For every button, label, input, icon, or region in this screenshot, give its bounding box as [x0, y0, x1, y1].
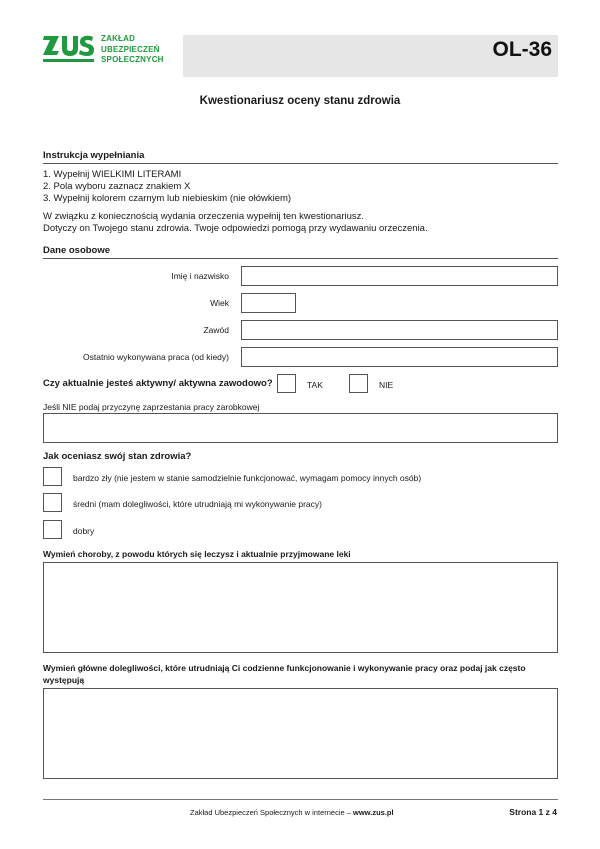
employment-yes-label: TAK	[307, 380, 323, 390]
footer-text	[190, 808, 394, 817]
reason-label: Jeśli NIE podaj przyczynę zaprzestania pracy zarobkowej	[43, 402, 260, 412]
employment-question: Czy aktualnie jesteś aktywny/ aktywna zawodowo?	[43, 378, 273, 389]
health-option-medium-checkbox[interactable]	[43, 493, 62, 512]
diseases-question: Wymień choroby, z powodu których się leczysz i aktualnie przyjmowane leki	[43, 549, 351, 559]
complaints-question-line: Wymień główne dolegliwości, które utrudniają Ci codzienne funkcjonowanie i wykonywanie pracy oraz podaj jak często	[43, 663, 526, 673]
reason-field[interactable]	[43, 413, 558, 443]
name-label: Imię i nazwisko	[171, 271, 229, 281]
logo-line: ZAKŁAD	[101, 34, 136, 43]
name-field[interactable]	[241, 266, 558, 286]
health-option-good-label: dobry	[73, 526, 95, 536]
instruction-note: Dotyczy on Twojego stanu zdrowia. Twoje odpowiedzi pomogą przy wydawaniu orzeczenia.	[43, 223, 428, 234]
logo-line: SPOŁECZNYCH	[101, 55, 164, 64]
logo-line: UBEZPIECZEŃ	[101, 44, 160, 54]
page-title: Kwestionariusz oceny stanu zdrowia	[199, 95, 401, 107]
profession-label: Zawód	[203, 325, 229, 335]
footer-url[interactable]: www.zus.pl	[353, 808, 394, 817]
health-option-good-checkbox[interactable]	[43, 520, 62, 539]
age-label: Wiek	[210, 298, 229, 308]
instruction-item: 2. Pola wyboru zaznacz znakiem X	[43, 181, 191, 192]
health-option-bad-label: bardzo zły (nie jestem w stanie samodzielnie funkcjonować, wymagam pomocy innych osób)	[73, 473, 422, 483]
complaints-question-line: występują	[43, 675, 85, 685]
health-option-medium-label: średni (mam dolegliwości, które utrudniają mi wykonywanie pracy)	[73, 499, 322, 509]
age-field[interactable]	[241, 293, 296, 313]
complaints-field[interactable]	[43, 688, 558, 779]
instruction-item: 1. Wypełnij WIELKIMI LITERAMI	[43, 169, 182, 180]
form-code: OL-36	[492, 38, 552, 61]
last-job-field[interactable]	[241, 347, 558, 367]
instruction-note: W związku z koniecznością wydania orzeczenia wypełnij ten kwestionariusz.	[43, 211, 365, 222]
instruction-item: 3. Wypełnij kolorem czarnym lub niebieskim (nie ołówkiem)	[43, 193, 292, 204]
page-number: Strona 1 z 4	[509, 807, 557, 817]
health-question: Jak oceniasz swój stan zdrowia?	[43, 451, 192, 462]
diseases-field[interactable]	[43, 562, 558, 653]
health-option-bad-checkbox[interactable]	[43, 467, 62, 486]
zus-logo	[43, 33, 178, 67]
footer-divider	[43, 799, 558, 800]
zus-logo-mark	[43, 33, 95, 65]
personal-heading: Dane osobowe	[43, 245, 558, 259]
employment-yes-checkbox[interactable]	[277, 374, 296, 393]
employment-no-checkbox[interactable]	[349, 374, 368, 393]
instructions-heading: Instrukcja wypełniania	[43, 150, 558, 164]
profession-field[interactable]	[241, 320, 558, 340]
employment-no-label: NIE	[379, 380, 394, 390]
last-job-label: Ostatnio wykonywana praca (od kiedy)	[83, 352, 229, 362]
footer-prefix: Zakład Ubezpieczeń Społecznych w internecie –	[190, 808, 354, 817]
logo-text	[101, 34, 181, 66]
